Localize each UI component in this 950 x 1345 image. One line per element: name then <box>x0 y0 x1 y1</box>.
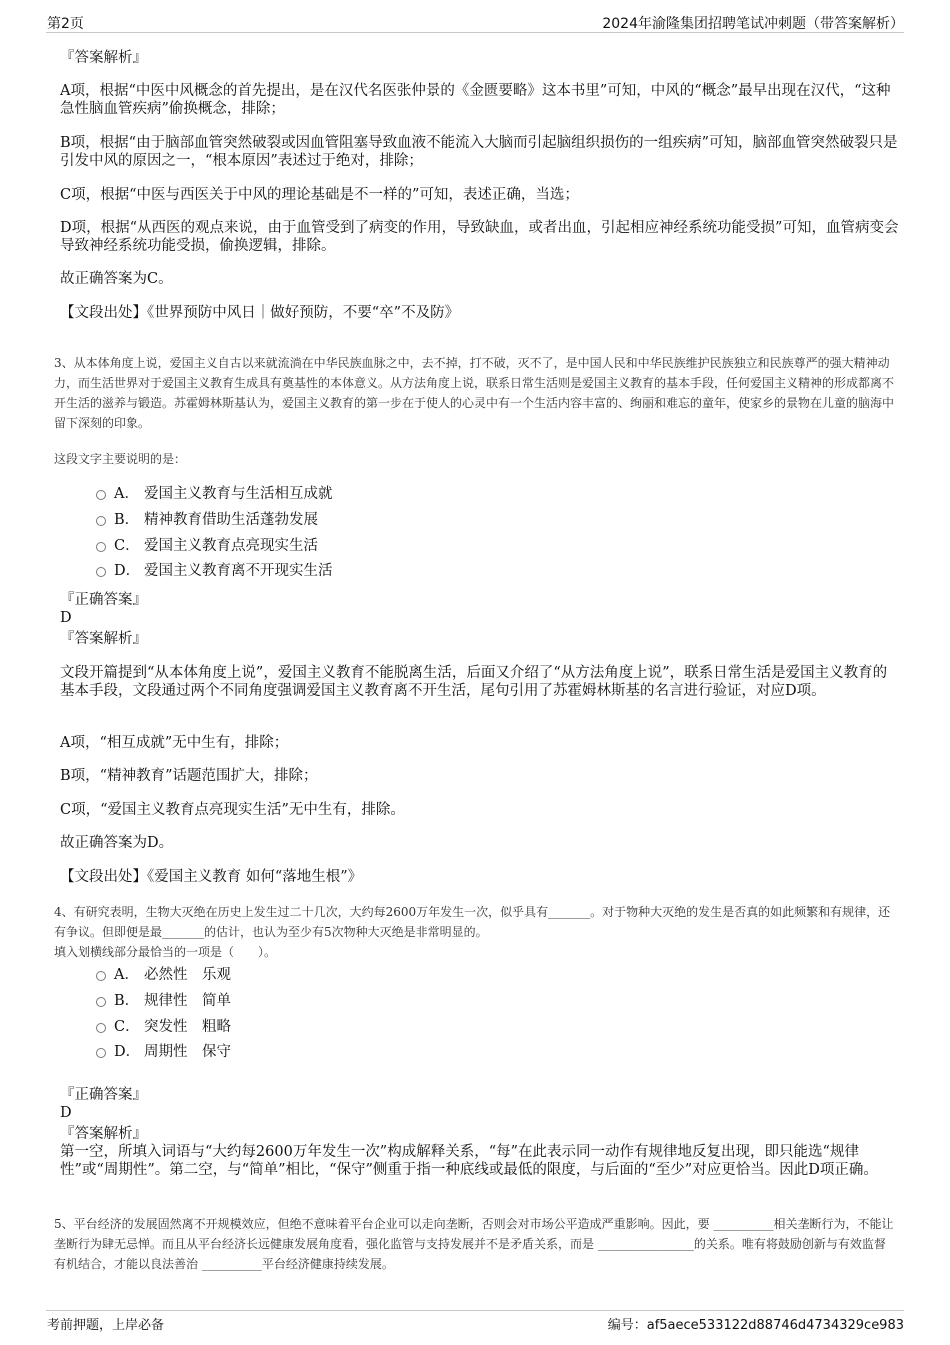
header-divider <box>46 32 904 33</box>
page-footer <box>0 1300 950 1345</box>
q3-stem: 3、从本体角度上说，爱国主义自古以来就流淌在中华民族血脉之中，去不掉，打不破，灭不了，是中国人民和中华民族维护民族独立和民族尊严的强大精神动力，而生活世界对于爱国主义教育生成具有奠基性的本体意义。从方法角度上说，联系日常生活则是爱国主义教育的基本手段，任何爱国主义精神的形成都离不开生活的滋养与锻造。苏霍姆林斯基认为，爱国主义教育的第一步在于使人的心灵中有一个生活内容丰富的、绚丽和难忘的童年，使家乡的景物在儿童的脑海中留下深刻的印象。 <box>54 356 895 430</box>
page-header <box>0 0 950 32</box>
q3-analysis: 文段开篇提到“从本体角度上说”，爱国主义教育不能脱离生活，后面又介绍了“从方法角度上说”，联系日常生活是爱国主义教育的基本手段，文段通过两个不同角度强调爱国主义教育离不开生活，尾句引用了苏霍姆林斯基的名言进行验证，对应D项。 <box>60 665 888 699</box>
q4-analysis-label: 『答案解析』 <box>60 1126 147 1142</box>
radio-icon[interactable] <box>96 542 106 552</box>
q2-analysis-label: 『答案解析』 <box>60 50 147 66</box>
q5-stem: 5、平台经济的发展固然离不开规模效应，但绝不意味着平台企业可以走向垄断，否则会对市场公平造成严重影响。因此，要 __________相关垄断行为，不能让垄断行为肆无忌惮。而且从平台经济长远健康发展角度看，强化监管与支持发展并不是矛盾关系，而是 ________________的关系。唯有将鼓励创新与有效监督有机结合，才能以良法善治 __________平台经济健康持续发展。 <box>54 1217 894 1271</box>
radio-icon[interactable] <box>96 997 106 1007</box>
radio-icon[interactable] <box>96 516 106 526</box>
q2-analysis-a: A项，根据“中医中风概念的首先提出，是在汉代名医张仲景的《金匮要略》这本书里”可知，中风的“概念”最早出现在汉代，“这种急性脑血管疾病”偷换概念，排除； <box>60 83 891 117</box>
radio-icon[interactable] <box>96 490 106 500</box>
q4-option-b[interactable]: B． 规律性 简单 <box>96 992 231 1010</box>
q4-option-c[interactable]: C． 突发性 粗略 <box>96 1018 231 1036</box>
radio-icon[interactable] <box>96 567 106 577</box>
q3-answer-label: 『正确答案』 <box>60 592 147 608</box>
q4-answer-label: 『正确答案』 <box>60 1087 147 1103</box>
page-number: 第2页 <box>47 16 84 32</box>
q2-analysis-b: B项，根据“由于脑部血管突然破裂或因血管阻塞导致血液不能流入大脑而引起脑组织损伤的一组疾病”可知，脑部血管突然破裂只是引发中风的原因之一，“根本原因”表述过于绝对，排除； <box>60 135 898 169</box>
footer-divider <box>46 1310 904 1311</box>
radio-icon[interactable] <box>96 971 106 981</box>
q3-prompt: 这段文字主要说明的是： <box>54 452 187 466</box>
q4-answer: D <box>60 1105 72 1121</box>
document-id: 编号：af5aece533122d88746d4734329ce983 <box>607 1318 904 1333</box>
footer-slogan: 考前押题，上岸必备 <box>47 1318 165 1333</box>
q2-analysis-c: C项，根据“中医与西医关于中风的理论基础是不一样的”可知，表述正确，当选； <box>60 187 579 203</box>
q4-prompt: 填入划横线部分最恰当的一项是（ ）。 <box>54 945 277 959</box>
q3-answer: D <box>60 610 72 626</box>
q2-source: 【文段出处】《世界预防中风日｜做好预防，不要“卒”不及防》 <box>60 305 460 321</box>
q3-option-d[interactable]: D． 爱国主义教育离不开现实生活 <box>96 562 333 580</box>
q3-analysis-label: 『答案解析』 <box>60 631 147 647</box>
q3-option-b[interactable]: B． 精神教育借助生活蓬勃发展 <box>96 511 318 529</box>
q4-stem: 4、有研究表明，生物大灭绝在历史上发生过二十几次，大约每2600万年发生一次，似乎具有_______。对于物种大灭绝的发生是否真的如此频繁和有规律，还有争议。但即便是最_______的估计，也认为至少有5次物种大灭绝是非常明显的。 <box>54 905 891 939</box>
radio-icon[interactable] <box>96 1023 106 1033</box>
q2-analysis-d: D项，根据“从西医的观点来说，由于血管受到了病变的作用，导致缺血，或者出血，引起相应神经系统功能受损”可知，血管病变会导致神经系统功能受损，偷换逻辑，排除。 <box>60 220 899 254</box>
q3-conclusion: 故正确答案为D。 <box>60 835 174 851</box>
q3-analysis-b: B项，“精神教育”话题范围扩大，排除； <box>60 768 318 784</box>
q3-option-a[interactable]: A． 爱国主义教育与生活相互成就 <box>96 485 333 503</box>
radio-icon[interactable] <box>96 1048 106 1058</box>
q2-conclusion: 故正确答案为C。 <box>60 271 173 287</box>
q4-analysis: 第一空，所填入词语与“大约每2600万年发生一次”构成解释关系，“每”在此表示同一动作有规律地反复出现，即只能选“规律性”或“周期性”。第二空，与“简单”相比，“保守”侧重于指一种底线或最低的限度，与后面的“至少”对应更恰当。因此D项正确。 <box>60 1144 878 1178</box>
q3-analysis-a: A项，“相互成就”无中生有，排除； <box>60 735 289 751</box>
document-title: 2024年渝隆集团招聘笔试冲刺题（带答案解析） <box>602 16 904 32</box>
q4-option-a[interactable]: A． 必然性 乐观 <box>96 966 231 984</box>
q3-option-c[interactable]: C． 爱国主义教育点亮现实生活 <box>96 537 318 555</box>
q3-analysis-c: C项，“爱国主义教育点亮现实生活”无中生有，排除。 <box>60 802 405 818</box>
q3-source: 【文段出处】《爱国主义教育 如何“落地生根”》 <box>60 869 363 885</box>
q4-option-d[interactable]: D． 周期性 保守 <box>96 1043 231 1061</box>
